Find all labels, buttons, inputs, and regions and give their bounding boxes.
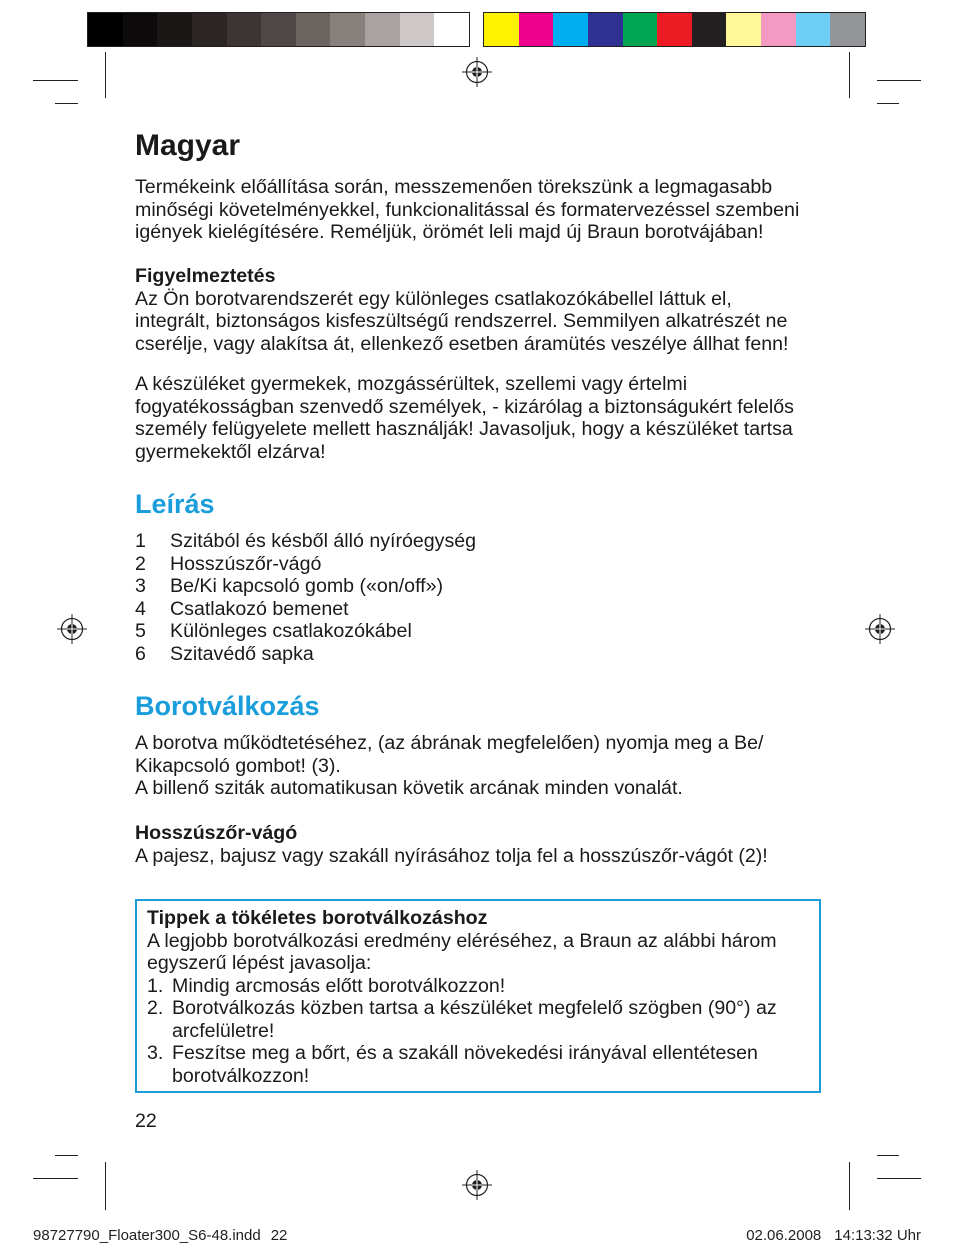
text-line: A legjobb borotválkozási eredmény eléréséhez, a Braun az alábbi három [147, 929, 777, 952]
slug-filename: 98727790_Floater300_S6-48.indd [33, 1227, 261, 1244]
crop-mark [877, 1178, 921, 1179]
color-swatch [830, 13, 865, 46]
text-line: A pajesz, bajusz vagy szakáll nyírásához tolja fel a hosszúszőr-vágót (2)! [135, 844, 768, 867]
text-line: személy felügyelete mellett használják! Javasoljuk, hogy a készüléket tartsa [135, 418, 793, 440]
item-number: 2 [135, 552, 146, 575]
item-number: 3 [135, 575, 146, 597]
item-label: Különleges csatlakozókábel [170, 620, 412, 642]
crop-mark [33, 80, 78, 81]
description-heading: Leírás [135, 489, 215, 519]
color-swatch [726, 13, 761, 46]
item-label: Hosszúszőr-vágó [170, 552, 322, 575]
color-swatch [553, 13, 588, 46]
text-line: igények kielégítésére. Reméljük, örömét leli majd új Braun borotvájában! [135, 221, 764, 243]
trimmer-section [135, 822, 768, 867]
gray-swatch [88, 13, 123, 46]
text-line: Termékeink előállítása során, messzemenően törekszünk a legmagasabb [135, 176, 773, 198]
item-label: Szitavédő sapka [170, 642, 314, 665]
color-swatch [796, 13, 831, 46]
gray-swatch [400, 13, 435, 46]
page-title: Magyar [135, 129, 241, 162]
text-line: Az Ön borotvarendszerét egy különleges csatlakozókábellel láttuk el, [135, 287, 732, 310]
trimmer-heading: Hosszúszőr-vágó [135, 822, 298, 844]
text-line: Kikapcsoló gombot! (3). [135, 754, 341, 777]
item-number: 4 [135, 597, 146, 620]
list-item [135, 598, 476, 621]
crop-mark [877, 80, 921, 81]
color-swatch [657, 13, 692, 46]
item-label: Be/Ki kapcsoló gomb («on/off») [170, 575, 444, 597]
tips-step [147, 975, 809, 998]
slug-file-info [33, 1227, 287, 1245]
crop-mark [105, 1162, 106, 1210]
gray-swatch [261, 13, 296, 46]
text-line: A billenő sziták automatikusan követik arcának minden vonalát. [135, 777, 683, 799]
crop-mark [105, 52, 106, 98]
slug-date: 02.06.2008 [746, 1227, 822, 1244]
color-control-strip [483, 12, 866, 47]
gray-swatch [157, 13, 192, 46]
shaving-paragraph [135, 732, 763, 800]
step-number: 2. [147, 997, 164, 1019]
crop-mark [55, 103, 78, 104]
crop-mark [849, 52, 850, 98]
step-text-line: Feszítse meg a bőrt, és a szakáll növekedési irányával ellentétesen [172, 1042, 758, 1064]
crop-mark [33, 1178, 78, 1179]
crop-mark [877, 1155, 899, 1156]
text-line: cserélje, vagy alakítsa át, ellenkező esetben áramütés veszélye állhat fenn! [135, 332, 789, 355]
item-label: Szitából és késből álló nyíróegység [170, 530, 477, 552]
item-label: Csatlakozó bemenet [170, 597, 349, 620]
gray-swatch [365, 13, 400, 46]
item-number: 5 [135, 620, 146, 642]
text-line: gyermekektől elzárva! [135, 440, 326, 463]
warning-section [135, 265, 789, 355]
step-number: 1. [147, 974, 164, 997]
text-line: egyszerű lépést javasolja: [147, 952, 372, 974]
list-item [135, 643, 476, 666]
grayscale-control-strip [87, 12, 470, 47]
gray-swatch [123, 13, 158, 46]
step-number: 3. [147, 1042, 164, 1064]
registration-mark-icon [462, 1170, 492, 1200]
color-swatch [519, 13, 554, 46]
gray-swatch [434, 13, 469, 46]
gray-swatch [192, 13, 227, 46]
item-number: 1 [135, 530, 146, 552]
list-item [135, 530, 476, 553]
tips-box [135, 899, 821, 1093]
registration-mark-icon [865, 614, 895, 644]
step-text-line: borotválkozzon! [172, 1064, 310, 1087]
list-item [135, 553, 476, 576]
slug-timestamp [746, 1227, 921, 1245]
slug-page: 22 [270, 1227, 288, 1244]
step-text-line: arcfelületre! [172, 1019, 275, 1042]
gray-swatch [296, 13, 331, 46]
registration-mark-icon [57, 614, 87, 644]
crop-mark [849, 1162, 850, 1210]
tips-step [147, 1042, 809, 1087]
color-swatch [484, 13, 519, 46]
shaving-heading: Borotválkozás [135, 691, 320, 721]
page-number-text: 22 [135, 1110, 157, 1132]
intro-paragraph [135, 176, 799, 244]
text-line: A készüléket gyermekek, mozgássérültek, szellemi vagy értelmi [135, 373, 688, 395]
text-line: integrált, biztonságos kisfeszültségű rendszerrel. Semmilyen alkatrészét ne [135, 310, 788, 332]
color-swatch [761, 13, 796, 46]
text-line: minőségi követelményekkel, funkcionalitással és formatervezéssel szembeni [135, 198, 800, 221]
text-line: A borotva működtetéséhez, (az ábrának megfelelően) nyomja meg a Be/ [135, 732, 764, 754]
crop-mark [877, 103, 899, 104]
slug-time: 14:13:32 Uhr [834, 1227, 921, 1244]
item-number: 6 [135, 642, 146, 665]
gray-swatch [227, 13, 262, 46]
color-swatch [588, 13, 623, 46]
step-text-line: Borotválkozás közben tartsa a készüléket megfelelő szögben (90°) az [172, 997, 777, 1019]
list-item [135, 575, 476, 598]
gray-swatch [330, 13, 365, 46]
tips-step [147, 997, 809, 1042]
warning-heading: Figyelmeztetés [135, 265, 276, 287]
crop-mark [55, 1155, 78, 1156]
page-number [135, 1110, 157, 1133]
tips-heading: Tippek a tökéletes borotválkozáshoz [147, 907, 488, 929]
registration-mark-icon [462, 57, 492, 87]
parts-list [135, 530, 476, 665]
list-item [135, 620, 476, 643]
color-swatch [692, 13, 727, 46]
color-swatch [623, 13, 658, 46]
supervision-paragraph [135, 373, 794, 463]
step-text-line: Mindig arcmosás előtt borotválkozzon! [172, 974, 506, 997]
text-line: fogyatékosságban szenvedő személyek, - kizárólag a biztonságukért felelős [135, 395, 794, 418]
